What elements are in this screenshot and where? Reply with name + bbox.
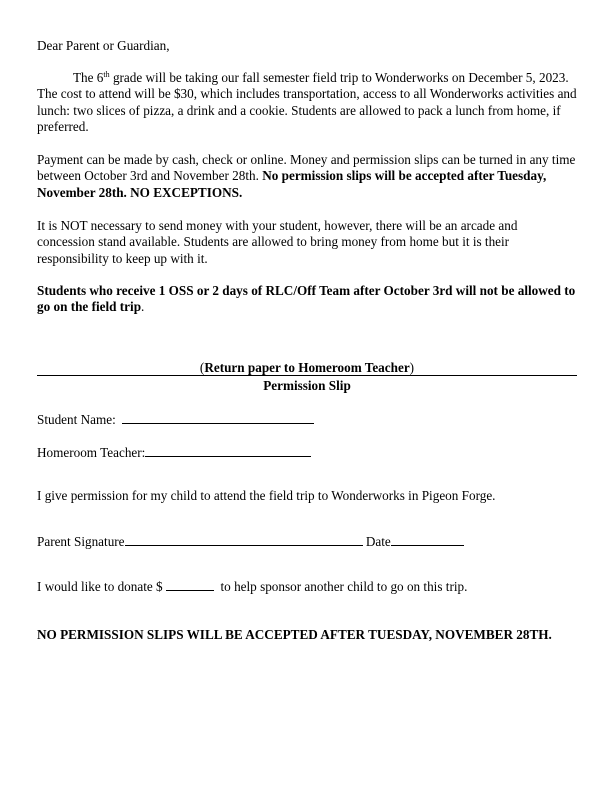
return-note-close: ) bbox=[409, 360, 415, 375]
eligibility-warning: Students who receive 1 OSS or 2 days of RLC/Off Team after October 3rd will not be allowed to go on the field trip bbox=[37, 283, 576, 315]
donate-suffix: to help sponsor another child to go on this trip. bbox=[220, 579, 468, 594]
date-label: Date bbox=[365, 534, 391, 549]
paragraph-payment bbox=[37, 152, 577, 201]
return-note-open: ( bbox=[199, 360, 205, 375]
homeroom-teacher-label: Homeroom Teacher: bbox=[37, 445, 146, 460]
parent-signature-label: Parent Signature bbox=[37, 534, 125, 549]
homeroom-teacher-row bbox=[37, 444, 577, 461]
permission-statement: I give permission for my child to attend the field trip to Wonderworks in Pigeon Forge. bbox=[37, 488, 496, 503]
permission-slip-title: Permission Slip bbox=[263, 378, 351, 393]
paragraph-money-note: It is NOT necessary to send money with your student, however, there will be an arcade and concession stand available. Students are allowed to bring money from home but it is their responsibility to keep up with it. bbox=[37, 218, 518, 266]
payment-deadline-warning: No permission slips will be accepted after Tuesday, November 28th. NO EXCEPTIONS. bbox=[37, 168, 547, 200]
return-note bbox=[37, 360, 577, 376]
date-input-line[interactable] bbox=[391, 533, 464, 546]
section-divider bbox=[37, 375, 577, 376]
student-name-input-line[interactable] bbox=[122, 411, 314, 424]
ordinal-suffix: th bbox=[103, 70, 110, 79]
student-name-row bbox=[37, 411, 577, 428]
donation-amount-input-line[interactable] bbox=[166, 578, 214, 591]
payment-text: Payment can be made by cash, check or online. Money and permission slips can be turned in any time between October 3rd and November 28th. bbox=[37, 152, 576, 184]
paragraph-trip-details-start: The 6 bbox=[73, 70, 104, 85]
final-notice: NO PERMISSION SLIPS WILL BE ACCEPTED AFTER TUESDAY, NOVEMBER 28TH. bbox=[37, 627, 552, 642]
donate-prefix: I would like to donate $ bbox=[37, 579, 163, 594]
greeting: Dear Parent or Guardian, bbox=[37, 38, 170, 53]
homeroom-teacher-input-line[interactable] bbox=[145, 444, 311, 457]
paragraph-trip-details-rest: grade will be taking our fall semester field trip to Wonderworks on December 5, 2023. The cost to attend will be $30, which includes transportation, access to all Wonderworks activities and lunch: two slices of pizza, a drink and a cookie. Students are allowed to pack a lunch from home, if preferred. bbox=[37, 70, 577, 134]
donation-row bbox=[37, 578, 577, 595]
paragraph-eligibility bbox=[37, 283, 577, 316]
signature-row bbox=[37, 533, 577, 550]
paragraph-trip-details bbox=[37, 70, 577, 135]
eligibility-period: . bbox=[141, 299, 145, 315]
student-name-label: Student Name: bbox=[37, 412, 116, 427]
parent-signature-input-line[interactable] bbox=[125, 533, 363, 546]
return-note-text: Return paper to Homeroom Teacher bbox=[204, 360, 410, 375]
